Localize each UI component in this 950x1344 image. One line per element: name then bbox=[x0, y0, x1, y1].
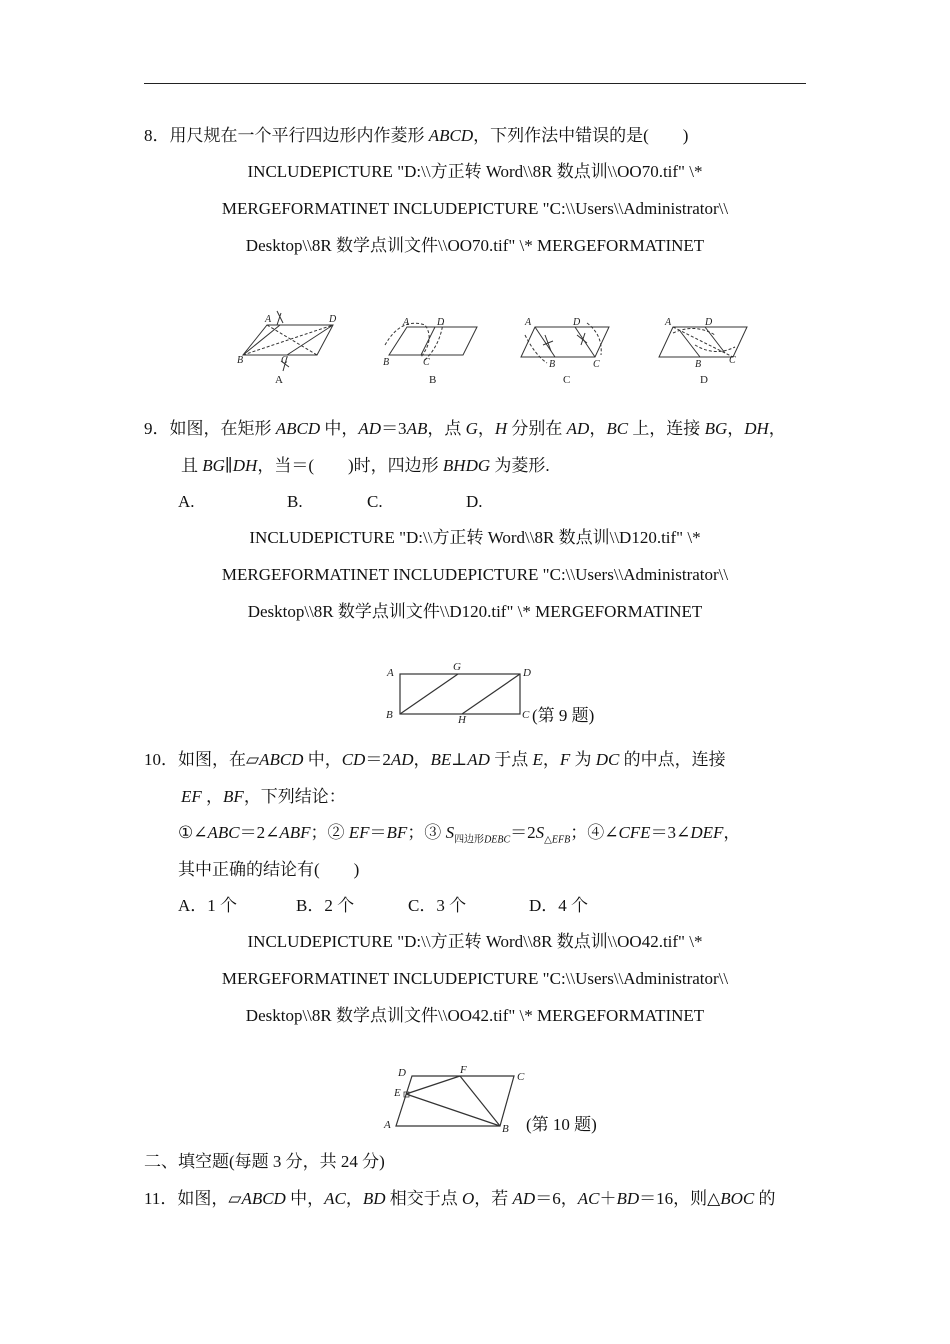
q8-picture-field-line-2: MERGEFORMATINET INCLUDEPICTURE "C:\\Users\\Administrator\\ bbox=[221, 199, 729, 218]
svg-text:C: C bbox=[729, 355, 736, 366]
svg-text:D: D bbox=[329, 314, 337, 325]
q8-fig-a bbox=[243, 311, 333, 371]
svg-text:C: C bbox=[281, 355, 288, 366]
q9-picture-field-line-2: MERGEFORMATINET INCLUDEPICTURE "C:\\Users\\Administrator\\ bbox=[221, 565, 729, 584]
q8-picture-field-line-1: INCLUDEPICTURE "D:\\方正转 Word\\8R 数点训\\OO70.tif" \* bbox=[247, 162, 703, 181]
q10-label-a: A bbox=[384, 1119, 391, 1131]
q9-label-a: A bbox=[387, 667, 394, 679]
svg-text:B: B bbox=[237, 355, 244, 366]
q9-picture-field-line-1: INCLUDEPICTURE "D:\\方正转 Word\\8R 数点训\\D120.tif" \* bbox=[249, 528, 701, 547]
q8-fig-label-d: D bbox=[700, 374, 708, 386]
q10-label-e: E bbox=[394, 1087, 401, 1099]
q9-option-d: D. bbox=[466, 492, 483, 511]
q10-label-b: B bbox=[502, 1123, 509, 1135]
q9-options bbox=[178, 491, 778, 513]
q10-options bbox=[178, 895, 778, 917]
svg-text:B: B bbox=[695, 359, 702, 370]
svg-text:A: A bbox=[665, 317, 672, 328]
q8-stem: 8．用尺规在一个平行四边形内作菱形 ABCD，下列作法中错误的是( ) bbox=[144, 126, 689, 145]
q10-question: 其中正确的结论有( ) bbox=[178, 860, 360, 879]
q10-picture-field-line-1: INCLUDEPICTURE "D:\\方正转 Word\\8R 数点训\\OO42.tif" \* bbox=[247, 932, 703, 951]
svg-text:D: D bbox=[437, 317, 445, 328]
q8-figure bbox=[225, 305, 765, 390]
q10-label-d: D bbox=[398, 1067, 406, 1079]
svg-text:B: B bbox=[383, 357, 390, 368]
q10-conclusions: ①∠ABC＝2∠ABF；② EF＝BF；③ $S_{四边形DEBC}=2S_{\triangle EFB}$；④∠CFE＝3∠DEF， bbox=[178, 823, 741, 846]
q10-caption: (第 10 题) bbox=[526, 1115, 597, 1134]
q9-option-a: A. bbox=[178, 492, 195, 511]
q9-caption: (第 9 题) bbox=[532, 706, 595, 725]
svg-text:D: D bbox=[573, 317, 581, 328]
svg-text:C: C bbox=[593, 359, 600, 370]
header-rule bbox=[144, 83, 806, 84]
q10-label-f: F bbox=[460, 1064, 467, 1076]
q10-stem-line-2: EF ，BF，下列结论： bbox=[181, 787, 346, 806]
q9-label-d: D bbox=[523, 667, 531, 679]
svg-text:A: A bbox=[525, 317, 532, 328]
q9-label-h: H bbox=[458, 714, 466, 724]
q10-option-c: C．3 个 bbox=[408, 896, 467, 915]
q10-label-c: C bbox=[517, 1071, 525, 1083]
q8-fig-d bbox=[659, 327, 747, 357]
q10-figure bbox=[380, 1060, 530, 1136]
q11-stem-line-1: 11．如图，▱ABCD 中，AC，BD 相交于点 O，若 AD＝6，AC＋BD＝16，则△BOC 的 bbox=[144, 1189, 776, 1208]
q9-option-b: B. bbox=[287, 492, 303, 511]
section-2-title: 二、填空题(每题 3 分，共 24 分) bbox=[144, 1152, 385, 1171]
svg-text:B: B bbox=[549, 359, 556, 370]
q9-picture-field-line-3: Desktop\\8R 数学点训文件\\D120.tif" \* MERGEFORMATINET bbox=[247, 602, 703, 621]
q9-figure bbox=[380, 658, 540, 724]
q8-fig-c bbox=[521, 323, 609, 363]
q8-fig-label-c: C bbox=[563, 374, 571, 386]
q10-option-d: D．4 个 bbox=[529, 896, 589, 915]
q8-fig-label-b: B bbox=[429, 374, 437, 386]
svg-text:D: D bbox=[705, 317, 713, 328]
q10-option-b: B．2 个 bbox=[296, 896, 355, 915]
q9-label-c: C bbox=[522, 709, 530, 721]
q8-picture-field-line-3: Desktop\\8R 数学点训文件\\OO70.tif" \* MERGEFORMATINET bbox=[245, 236, 705, 255]
q9-label-b: B bbox=[386, 709, 393, 721]
q8-fig-label-a: A bbox=[275, 374, 283, 386]
q9-stem-line-2: 且 BG∥DH，当＝( )时，四边形 BHDG 为菱形. bbox=[181, 456, 550, 475]
q10-picture-field-line-3: Desktop\\8R 数学点训文件\\OO42.tif" \* MERGEFORMATINET bbox=[245, 1006, 705, 1025]
q9-label-g: G bbox=[453, 661, 461, 673]
q8-fig-b bbox=[385, 323, 477, 360]
q9-stem-line-1: 9．如图，在矩形 ABCD 中，AD＝3AB，点 G，H 分别在 AD，BC 上，连接 BG，DH， bbox=[144, 419, 786, 438]
q10-picture-field-line-2: MERGEFORMATINET INCLUDEPICTURE "C:\\Users\\Administrator\\ bbox=[221, 969, 729, 988]
q10-stem-line-1: 10．如图，在▱ABCD 中，CD＝2AD，BE⊥AD 于点 E，F 为 DC 的中点，连接 bbox=[144, 750, 726, 769]
q9-option-c: C. bbox=[367, 492, 383, 511]
svg-text:A: A bbox=[403, 317, 410, 328]
q10-option-a: A．1 个 bbox=[178, 896, 238, 915]
svg-text:C: C bbox=[423, 357, 430, 368]
svg-text:A: A bbox=[265, 314, 272, 325]
